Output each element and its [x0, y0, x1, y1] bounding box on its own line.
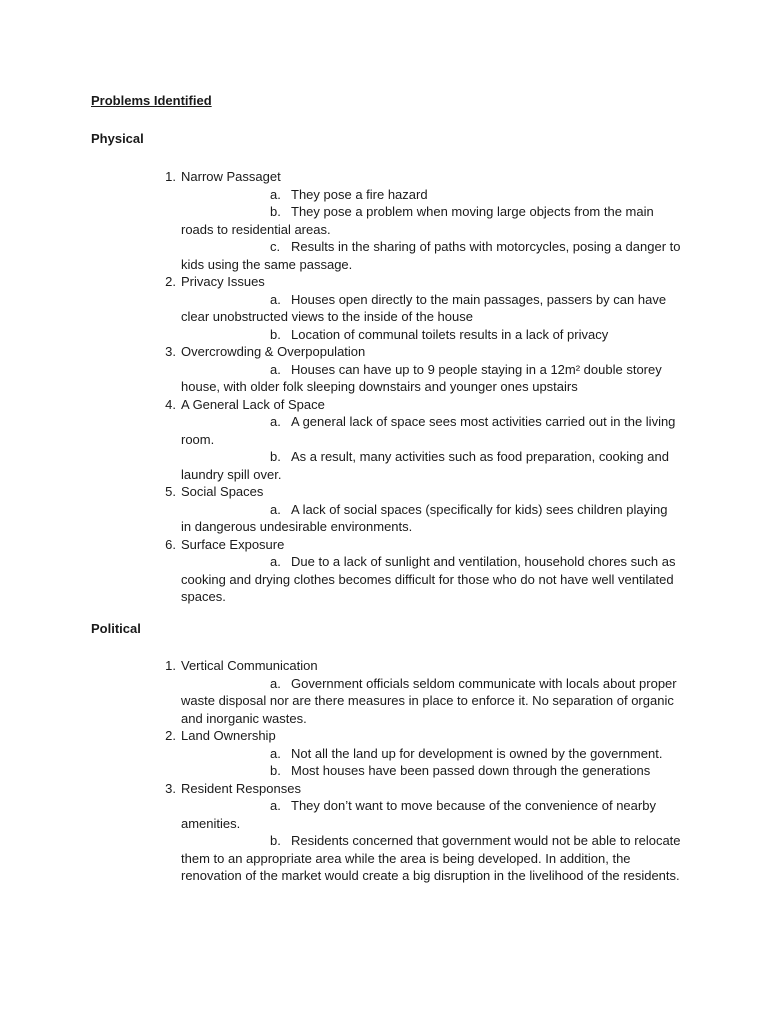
- sub-text: Government officials seldom communicate with locals about proper waste disposal nor are there measures in place to enforce it. No separation of organic and inorganic wastes.: [181, 675, 677, 726]
- sub-letter: a.: [270, 745, 281, 761]
- sub-list: [181, 291, 681, 344]
- sub-letter: a.: [270, 291, 281, 307]
- item-number: 2.: [165, 274, 176, 289]
- sub-letter: a.: [270, 186, 281, 202]
- list-item: [165, 483, 681, 536]
- item-number: 5.: [165, 484, 176, 499]
- sub-letter: b.: [270, 449, 281, 464]
- political-problems-list: [165, 657, 681, 885]
- sub-letter: a.: [270, 361, 281, 377]
- sub-item: [181, 361, 681, 396]
- list-item: [165, 273, 681, 343]
- item-label: A General Lack of Space: [181, 396, 325, 412]
- sub-letter: a.: [270, 414, 281, 429]
- sub-item: [181, 291, 681, 326]
- sub-item: [181, 745, 681, 763]
- sub-item: [181, 675, 681, 728]
- sub-text: Houses can have up to 9 people staying in a 12m² double storey house, with older folk sleeping downstairs and younger ones upstairs: [181, 361, 662, 394]
- sub-letter: b.: [270, 763, 281, 778]
- sub-list: [181, 361, 681, 396]
- item-number: 6.: [165, 536, 176, 552]
- item-number: 3.: [165, 780, 176, 796]
- sub-text: Due to a lack of sunlight and ventilation, household chores such as cooking and drying clothes becomes difficult for those who do not have well ventilated spaces.: [181, 554, 676, 604]
- sub-item: [181, 762, 681, 780]
- sub-list: [181, 553, 681, 606]
- item-number: 1.: [165, 169, 176, 184]
- sub-text: A lack of social spaces (specifically for kids) sees children playing in dangerous undesirable environments.: [181, 501, 668, 534]
- sub-item: [181, 797, 681, 832]
- sub-letter: b.: [270, 326, 281, 342]
- item-label: Land Ownership: [181, 728, 276, 743]
- sub-item: [181, 186, 681, 204]
- item-label: Overcrowding & Overpopulation: [181, 344, 366, 359]
- list-item: [165, 780, 681, 885]
- sub-letter: c.: [270, 239, 281, 254]
- sub-letter: a.: [270, 798, 281, 813]
- item-label: Surface Exposure: [181, 536, 285, 552]
- item-number: 4.: [165, 396, 176, 412]
- sub-item: [181, 553, 681, 606]
- list-item: [165, 168, 681, 273]
- item-label: Vertical Communication: [181, 658, 318, 673]
- item-number: 2.: [165, 728, 176, 743]
- sub-text: A general lack of space sees most activities carried out in the living room.: [181, 414, 676, 447]
- sub-letter: a.: [270, 675, 281, 691]
- item-number: 3.: [165, 344, 176, 359]
- sub-item: [181, 326, 681, 344]
- sub-item: [181, 203, 681, 238]
- list-item: [165, 657, 681, 727]
- sub-item: [181, 832, 681, 885]
- sub-list: [181, 186, 681, 274]
- sub-text: They pose a problem when moving large objects from the main roads to residential areas.: [181, 204, 654, 237]
- sub-item: [181, 238, 681, 273]
- sub-list: [181, 501, 681, 536]
- item-label: Social Spaces: [181, 484, 264, 499]
- sub-letter: b.: [270, 204, 281, 219]
- page-title: Problems Identified: [91, 93, 212, 108]
- list-item: [165, 343, 681, 396]
- sub-item: [181, 448, 681, 483]
- sub-text: Results in the sharing of paths with motorcycles, posing a danger to kids using the same passage.: [181, 239, 681, 272]
- sub-list: [181, 797, 681, 885]
- section-heading-political: Political: [91, 621, 141, 636]
- sub-list: [181, 675, 681, 728]
- item-label: Resident Responses: [181, 780, 301, 796]
- sub-text: Houses open directly to the main passages, passers by can have clear unobstructed views to the inside of the house: [181, 291, 667, 324]
- sub-text: Not all the land up for development is owned by the government.: [291, 745, 663, 761]
- item-label: Narrow Passaget: [181, 169, 281, 184]
- physical-problems-list: [165, 168, 681, 606]
- list-item: [165, 536, 681, 606]
- sub-item: [181, 413, 681, 448]
- list-item: [165, 727, 681, 780]
- item-label: Privacy Issues: [181, 274, 265, 289]
- section-heading-physical: Physical: [91, 131, 144, 146]
- item-number: 1.: [165, 658, 176, 673]
- sub-list: [181, 745, 681, 780]
- sub-text: They pose a fire hazard: [291, 186, 428, 202]
- sub-letter: a.: [270, 554, 281, 569]
- list-item: [165, 396, 681, 484]
- sub-text: Residents concerned that government would not be able to relocate them to an appropriate area while the area is being developed. In addition, the renovation of the market would create a big disruption in the livelihood of the residents.: [181, 833, 681, 883]
- sub-list: [181, 413, 681, 483]
- sub-item: [181, 501, 681, 536]
- sub-letter: b.: [270, 833, 281, 848]
- sub-text: Most houses have been passed down through the generations: [291, 763, 651, 778]
- sub-text: They don’t want to move because of the convenience of nearby amenities.: [181, 798, 656, 831]
- sub-text: As a result, many activities such as food preparation, cooking and laundry spill over.: [181, 449, 669, 482]
- sub-text: Location of communal toilets results in a lack of privacy: [291, 326, 609, 342]
- sub-letter: a.: [270, 501, 281, 517]
